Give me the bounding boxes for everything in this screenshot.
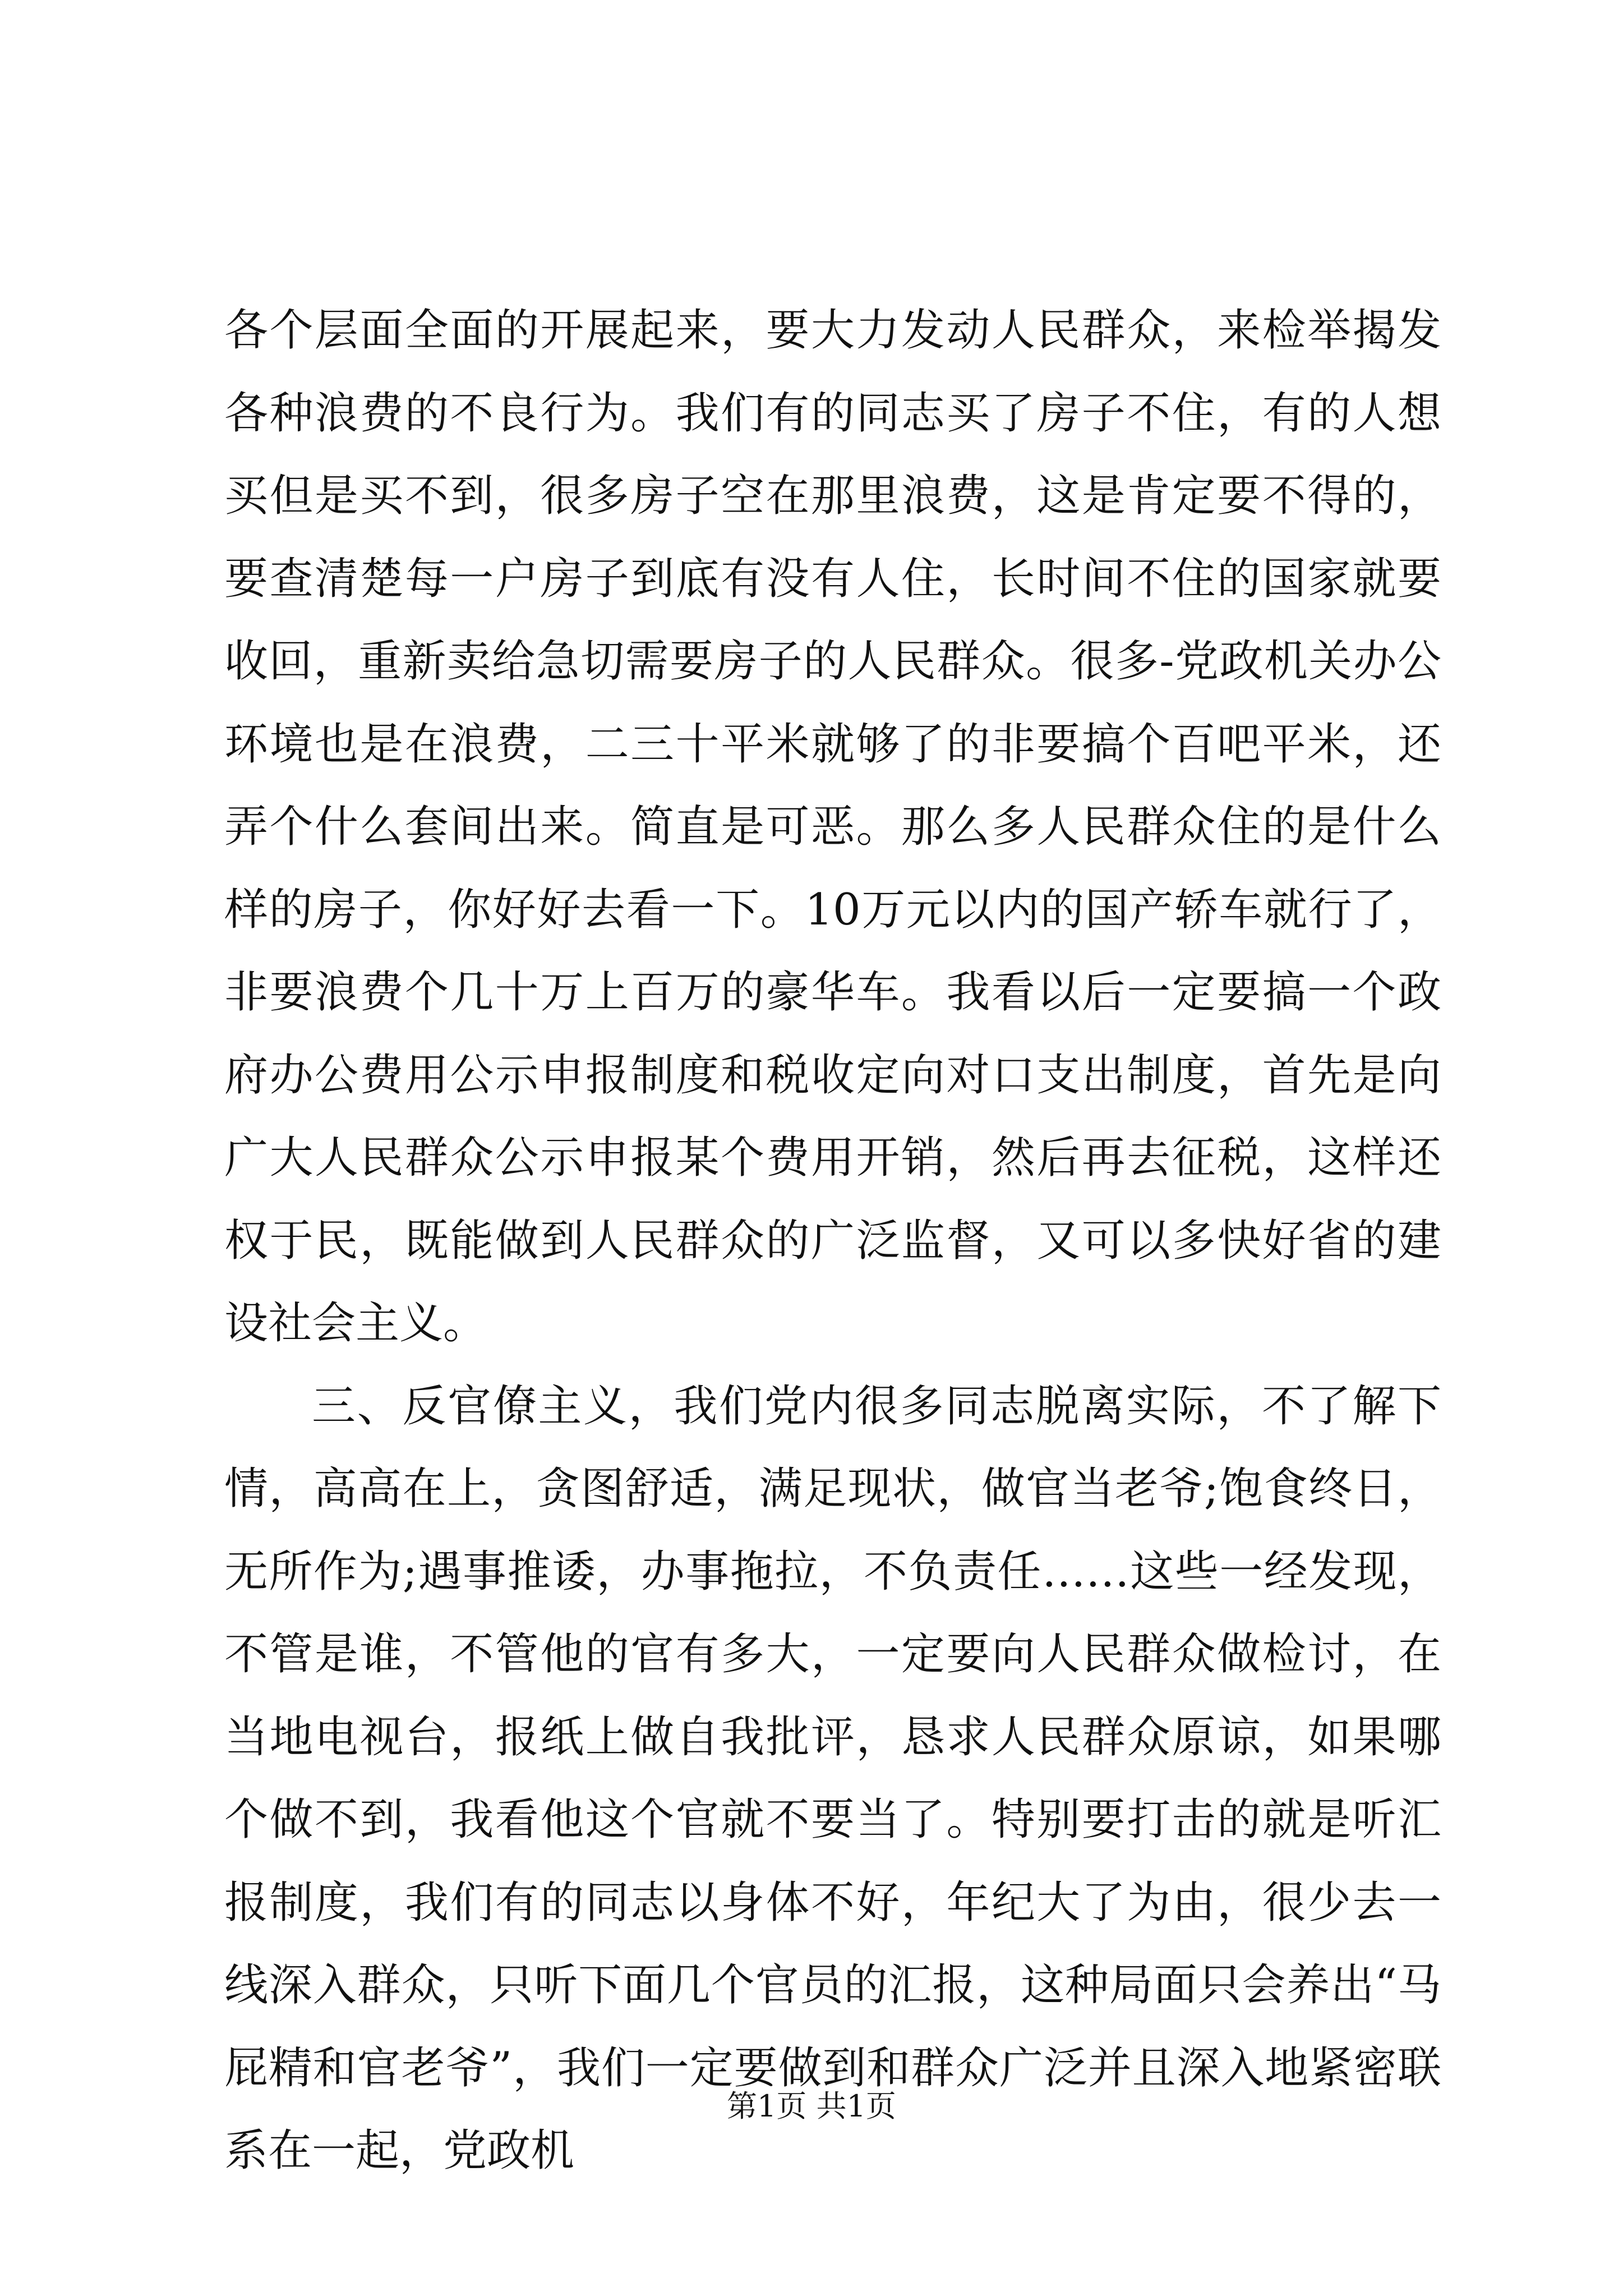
document-body [224, 289, 1441, 2193]
page-footer: 第1页 共1页 [727, 2088, 896, 2124]
paragraph-continuation: 各个层面全面的开展起来，要大力发动人民群众，来检举揭发各种浪费的不良行为。我们有的同志买了房子不住，有的人想买但是买不到，很多房子空在那里浪费，这是肯定要不得的，要查清楚每一户房子到底有没有人住，长时间不住的国家就要收回，重新卖给急切需要房子的人民群众。很多-党政机关办公环境也是在浪费，二三十平米就够了的非要搞个百吧平米，还弄个什么套间出来。简直是可恶。那么多人民群众住的是什么样的房子，你好好去看一下。10万元以内的国产轿车就行了，非要浪费个几十万上百万的豪华车。我看以后一定要搞一个政府办公费用公示申报制度和税收定向对口支出制度，首先是向广大人民群众公示申报某个费用开销，然后再去征税，这样还权于民，既能做到人民群众的广泛监督，又可以多快好省的建设社会主义。 [224, 305, 1441, 1349]
paragraph-anti-bureaucracy: 三、反官僚主义，我们党内很多同志脱离实际，不了解下情，高高在上，贪图舒适，满足现状，做官当老爷;饱食终日，无所作为;遇事推诿，办事拖拉，不负责任……这些一经发现，不管是谁，不管他的官有多大，一定要向人民群众做检讨，在当地电视台，报纸上做自我批评，恳求人民群众原谅，如果哪个做不到，我看他这个官就不要当了。特别要打击的就是听汇报制度，我们有的同志以身体不好，年纪大了为由，很少去一线深入群众，只听下面几个官员的汇报，这种局面只会养出“马屁精和官老爷”，我们一定要做到和群众广泛并且深入地紧密联系在一起，党政机 [224, 1381, 1441, 2176]
